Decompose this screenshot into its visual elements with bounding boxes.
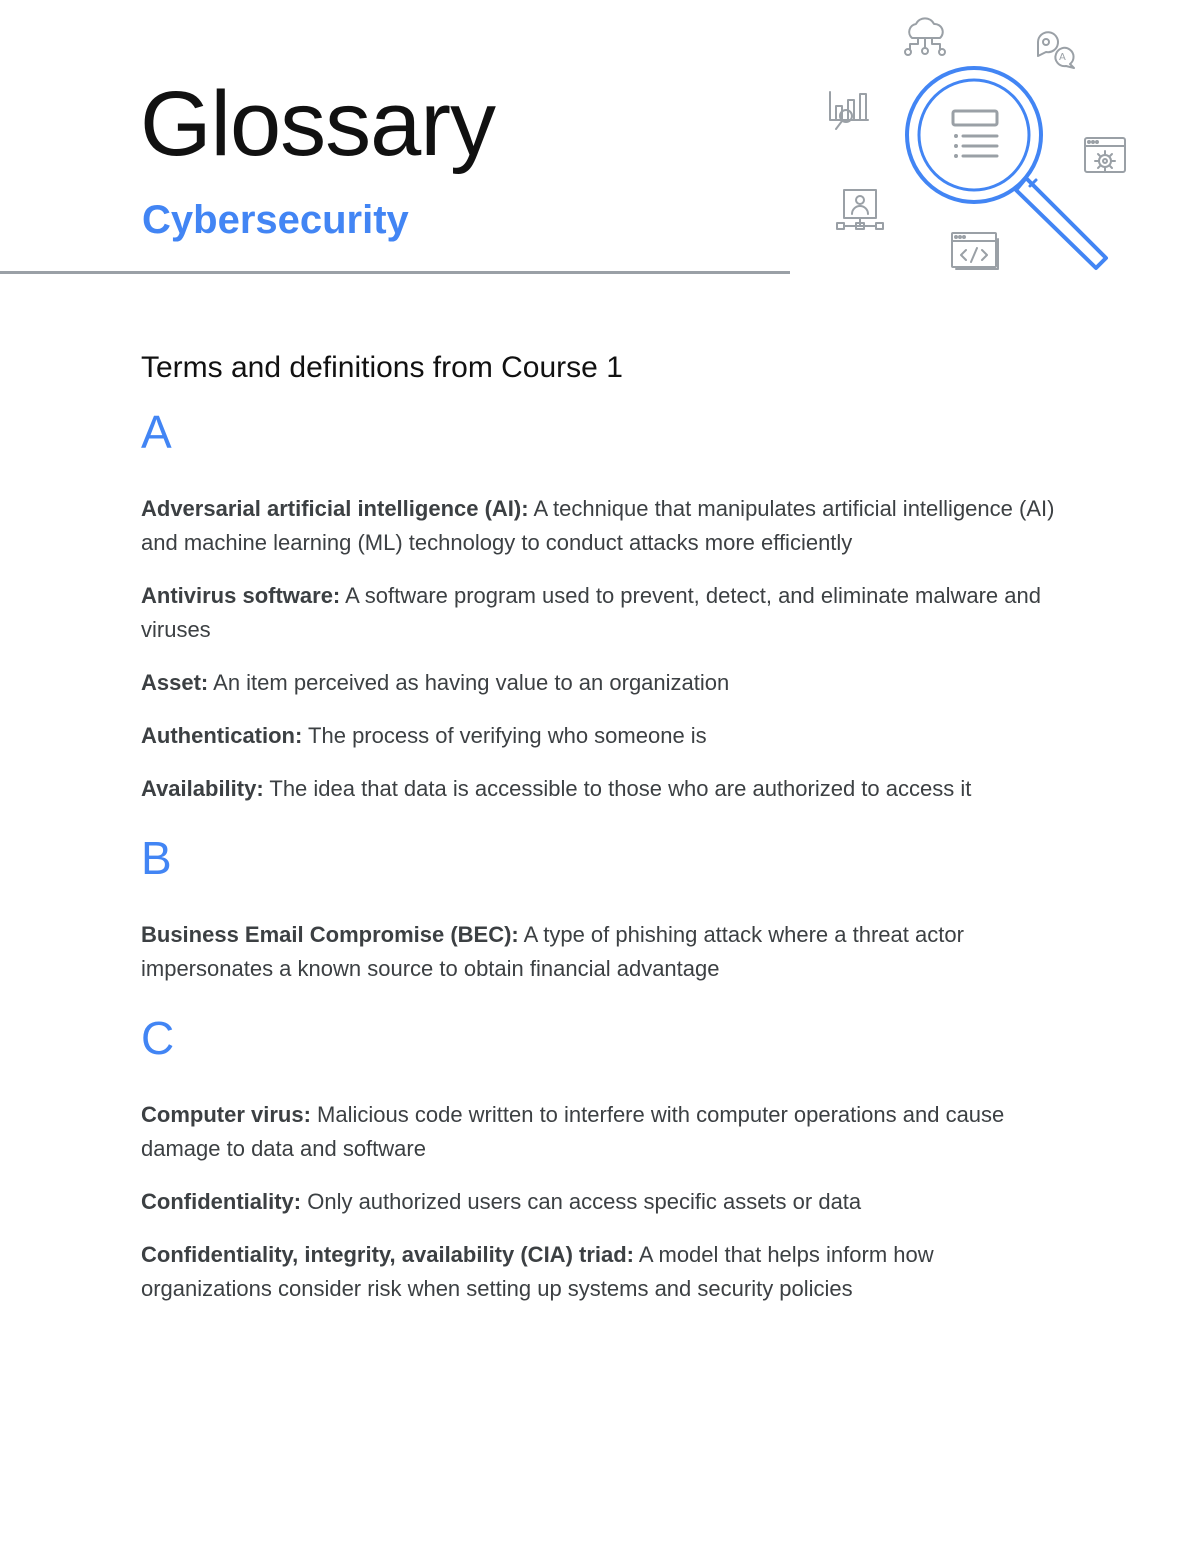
- code-window-icon: [952, 233, 998, 269]
- settings-window-icon: [1085, 138, 1125, 172]
- section-letter-b: B: [141, 832, 172, 884]
- glossary-entry: [141, 719, 1061, 753]
- glossary-term: Computer virus:: [141, 1102, 311, 1127]
- glossary-definition: A type of phishing attack where a threat actor impersonates a known source to obtain financial advantage: [141, 922, 964, 981]
- glossary-entry: [141, 1185, 1061, 1219]
- course-heading: Terms and definitions from Course 1: [141, 351, 623, 384]
- glossary-content: [141, 346, 1061, 1306]
- glossary-entry: [141, 1238, 1061, 1306]
- page-title: Glossary: [140, 73, 495, 175]
- glossary-entry: [141, 918, 1061, 986]
- glossary-entry: [141, 772, 1061, 806]
- page-subtitle: Cybersecurity: [142, 198, 409, 242]
- glossary-entry: [141, 1098, 1061, 1166]
- svg-text:A: A: [1059, 52, 1066, 63]
- glossary-definition: An item perceived as having value to an organization: [208, 670, 730, 695]
- user-network-icon: [837, 190, 883, 229]
- bar-chart-search-icon: [830, 92, 868, 129]
- header-divider: [0, 271, 790, 274]
- glossary-term: Confidentiality:: [141, 1189, 302, 1214]
- glossary-term: Availability:: [141, 776, 264, 801]
- glossary-term: Adversarial artificial intelligence (AI):: [141, 496, 529, 521]
- glossary-term: Confidentiality, integrity, availability (CIA) triad:: [141, 1242, 635, 1267]
- glossary-definition: Only authorized users can access specific assets or data: [301, 1189, 862, 1214]
- chat-bubbles-icon: [1038, 32, 1074, 68]
- magnifier-list-icon: [907, 68, 1106, 268]
- glossary-definition: The process of verifying who someone is: [302, 723, 707, 748]
- glossary-definition: A technique that manipulates artificial intelligence (AI) and machine learning (ML) technology to conduct attacks more efficiently: [141, 496, 1055, 555]
- glossary-definition: Malicious code written to interfere with computer operations and cause damage to data and software: [141, 1102, 1005, 1161]
- glossary-entry: [141, 666, 1061, 700]
- glossary-entry: [141, 579, 1061, 647]
- cloud-network-icon: [905, 18, 945, 55]
- glossary-definition: A model that helps inform how organizations consider risk when setting up systems and security policies: [141, 1242, 934, 1301]
- glossary-definition: A software program used to prevent, detect, and eliminate malware and viruses: [141, 583, 1041, 642]
- glossary-term: Antivirus software:: [141, 583, 341, 608]
- glossary-definition: The idea that data is accessible to those who are authorized to access it: [263, 776, 972, 801]
- glossary-term: Asset:: [141, 670, 209, 695]
- section-letter-a: A: [141, 406, 172, 458]
- glossary-term: Authentication:: [141, 723, 303, 748]
- section-letter-c: C: [141, 1012, 175, 1064]
- glossary-entry: [141, 492, 1061, 560]
- header-illustration: [820, 8, 1140, 280]
- glossary-term: Business Email Compromise (BEC):: [141, 922, 519, 947]
